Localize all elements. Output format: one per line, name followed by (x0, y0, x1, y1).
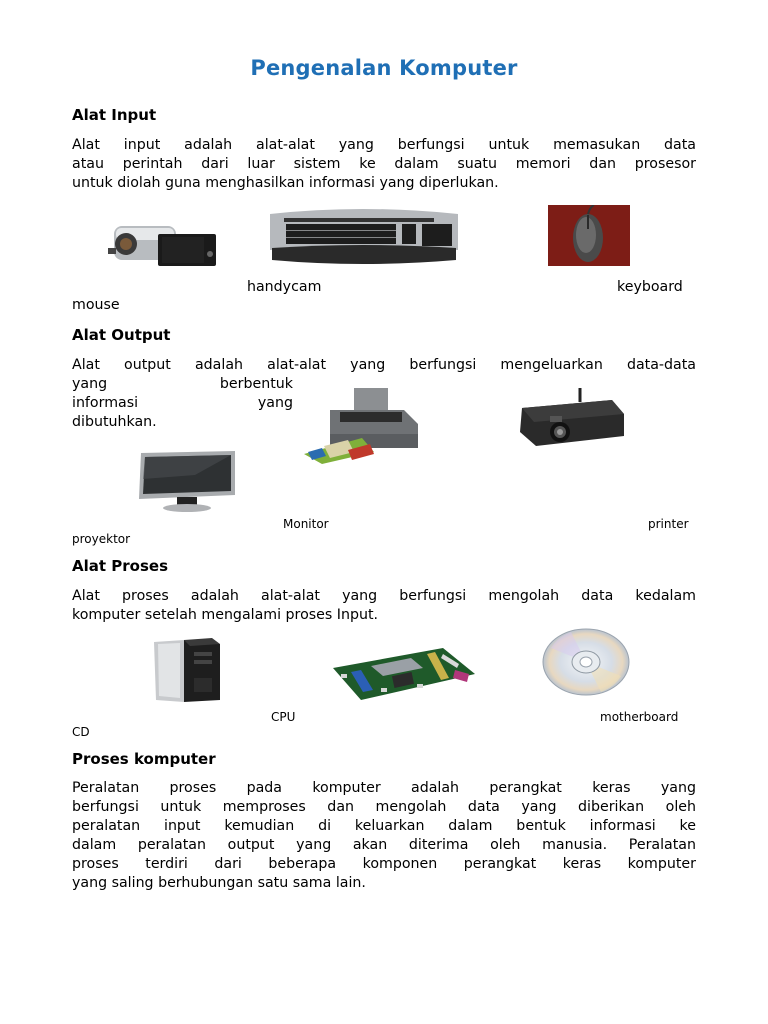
section-heading-alat-input: Alat Input (72, 106, 157, 124)
keyboard-image (262, 206, 462, 268)
paragraph-alat-output-wrap (72, 375, 293, 432)
paragraph-line: Alat proses adalah alat-alat yang berfungsi mengolah data kedalam (72, 588, 696, 604)
paragraph-line: Peralatan proses pada komputer adalah perangkat keras yang (72, 780, 696, 796)
caption-printer: printer (648, 517, 689, 531)
paragraph-line: atau perintah dari luar sistem ke dalam suatu memori dan prosesor (72, 156, 696, 172)
paragraph-line: berfungsi untuk memproses dan mengolah data yang diberikan oleh (72, 799, 696, 815)
handycam-image (106, 218, 218, 270)
caption-keyboard: keyboard (617, 279, 683, 295)
paragraph-alat-input (72, 136, 696, 193)
paragraph-line: dibutuhkan. (72, 414, 157, 430)
section-heading-alat-output: Alat Output (72, 326, 171, 344)
paragraph-line: dalam peralatan output yang akan diterima oleh manusia. Peralatan (72, 837, 696, 853)
paragraph-line: yang berbentuk (72, 376, 293, 392)
section-heading-proses-komputer: Proses komputer (72, 750, 216, 768)
caption-cd: CD (72, 725, 90, 739)
caption-motherboard: motherboard (600, 710, 679, 724)
paragraph-proses-komputer (72, 779, 696, 893)
caption-mouse: mouse (72, 297, 120, 313)
mouse-image (548, 205, 630, 266)
paragraph-alat-proses (72, 587, 696, 625)
caption-monitor: Monitor (283, 517, 329, 531)
printer-image (304, 386, 424, 466)
paragraph-line: komputer setelah mengalami proses Input. (72, 607, 379, 623)
monitor-image (135, 449, 239, 513)
paragraph-line: informasi yang (72, 395, 293, 411)
caption-proyektor: proyektor (72, 532, 131, 546)
paragraph-line: proses terdiri dari beberapa komponen perangkat keras komputer (72, 856, 696, 872)
paragraph-alat-output-line1 (72, 356, 696, 375)
projector-image (516, 388, 628, 450)
paragraph-line: Alat output adalah alat-alat yang berfungsi mengeluarkan data-data (72, 357, 696, 373)
caption-cpu: CPU (271, 710, 296, 724)
caption-handycam: handycam (247, 279, 322, 295)
page-title: Pengenalan Komputer (250, 56, 518, 80)
motherboard-image (331, 644, 477, 702)
paragraph-line: peralatan input kemudian di keluarkan dalam bentuk informasi ke (72, 818, 696, 834)
paragraph-line: untuk diolah guna menghasilkan informasi yang diperlukan. (72, 175, 499, 191)
cd-image (541, 628, 631, 696)
section-heading-alat-proses: Alat Proses (72, 557, 168, 575)
paragraph-line: yang saling berhubungan satu sama lain. (72, 875, 366, 891)
cpu-image (154, 638, 220, 704)
paragraph-line: Alat input adalah alat-alat yang berfungsi untuk memasukan data (72, 137, 696, 153)
